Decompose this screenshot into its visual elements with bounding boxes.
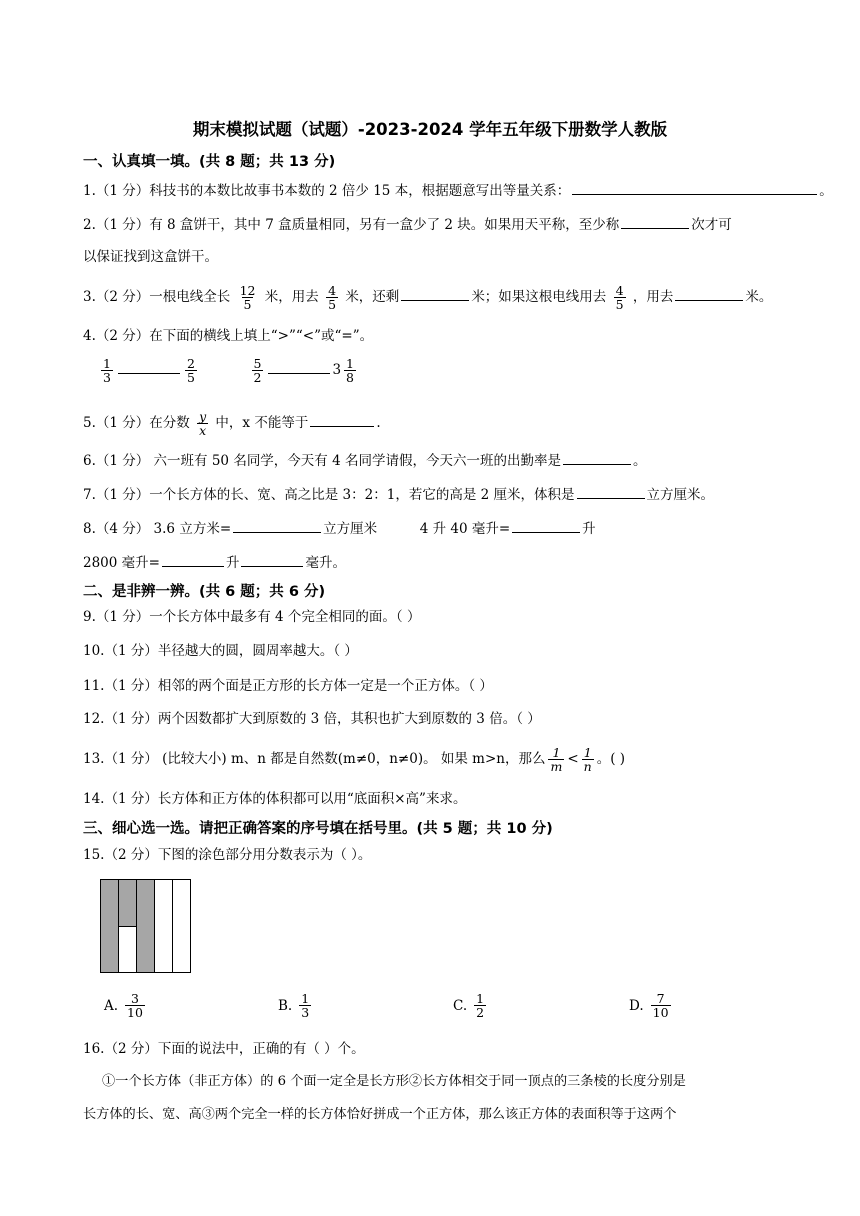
answer-blank[interactable] [621,214,689,229]
fraction: $\frac{1}{3}$ [103,356,111,385]
option-c[interactable]: C. $\frac{1}{2}$ [453,991,485,1020]
question-7: 7.（1 分）一个长方体的长、宽、高之比是 3：2：1，若它的高是 2 厘米，体积是 立方厘米。 [83,484,714,505]
question-11: 11.（1 分）相邻的两个面是正方形的长方体一定是一个正方体。（ ） [83,678,493,694]
shaded-bar-figure [100,879,192,975]
fraction: $\frac{1}{2}$ [476,991,485,1020]
question-16-statement-line-2: 长方体的长、宽、高③两个完全一样的长方体恰好拼成一个正方体，那么该正方体的表面积等于这两个 [83,1107,677,1122]
question-3: 3.（2 分）一根电线全长 $\frac{12}{5}$ 米，用去 $\frac{4}{5}$ 米，还剩 米；如果这根电线用去 $\frac{4}{5}$ ，用去 米。 [83,283,773,312]
question-2: 2.（1 分）有 8 盒饼干，其中 7 盒质量相同，另有一盒少了 2 块。如果用天平称，至少称 次才可 [83,214,732,235]
question-5: 5.（1 分）在分数 $\frac{y}{x}$ 中，x 不能等于 . [83,409,381,438]
answer-blank[interactable] [241,552,303,567]
fraction: $\frac{1}{3}$ [301,991,310,1020]
fraction: $\frac{y}{x}$ [199,409,207,438]
fraction: $\frac{1}{m}$ [550,745,563,774]
answer-blank[interactable] [233,518,321,533]
answer-blank[interactable] [401,286,469,301]
section-2-heading: 二、是非辨一辨。(共 6 题；共 6 分) [83,584,326,600]
fraction: $\frac{5}{2}$ [253,356,262,385]
fraction: $\frac{12}{5}$ [239,283,256,312]
question-4: 4.（2 分）在下面的横线上填上“>”“<”或“=”。 [83,328,374,344]
question-14: 14.（1 分）长方体和正方体的体积都可以用“底面积×高”来求。 [83,791,467,807]
fraction: $\frac{4}{5}$ [615,283,624,312]
option-d[interactable]: D. $\frac{7}{10}$ [629,991,669,1020]
answer-blank[interactable] [675,286,743,301]
question-8: 8.（4 分） 3.6 立方米= 立方厘米 4 升 40 毫升= 升 [83,518,596,539]
question-12: 12.（1 分）两个因数都扩大到原数的 3 倍，其积也扩大到原数的 3 倍。（ ） [83,711,541,727]
fraction: $\frac{1}{n}$ [583,745,592,774]
fraction: $\frac{2}{5}$ [186,356,195,385]
question-15: 15.（2 分）下图的涂色部分用分数表示为（ ）。 [83,847,372,863]
section-1-heading: 一、认真填一填。(共 8 题；共 13 分) [83,154,336,170]
answer-blank[interactable] [268,359,330,374]
option-b[interactable]: B. $\frac{1}{3}$ [278,991,310,1020]
answer-blank[interactable] [162,552,224,567]
question-13: 13.（1 分） (比较大小) m、n 都是自然数(m≠0，n≠0)。 如果 m>n，那么 $\frac{1}{m}$ < $\frac{1}{n}$ 。( ) [83,745,626,774]
answer-blank[interactable] [310,412,374,427]
answer-blank[interactable] [572,180,817,195]
fraction: $\frac{7}{10}$ [652,991,669,1020]
option-a[interactable]: A. $\frac{3}{10}$ [104,991,143,1020]
answer-blank[interactable] [563,450,631,465]
answer-blank[interactable] [118,359,180,374]
answer-blank[interactable] [512,518,580,533]
fraction: $\frac{3}{10}$ [127,991,143,1020]
question-6: 6.（1 分） 六一班有 50 名同学，今天有 4 名同学请假，今天六一班的出勤率是 。 [83,450,646,471]
answer-blank[interactable] [577,484,645,499]
fraction: $\frac{1}{8}$ [346,356,354,385]
section-3-heading: 三、细心选一选。请把正确答案的序号填在括号里。(共 5 题；共 10 分) [83,821,553,837]
question-16: 16.（2 分）下面的说法中，正确的有（ ）个。 [83,1041,365,1057]
page-title: 期末模拟试题（试题）-2023-2024 学年五年级下册数学人教版 [192,120,668,139]
question-2-line-2: 以保证找到这盒饼干。 [83,249,218,265]
question-8-line-2: 2800 毫升= 升 毫升。 [83,552,346,573]
question-4-comparisons: $\frac{1}{3}$ $\frac{2}{5}$ $\frac{5}{2}$ 3 $\frac{1}{8}$ [103,356,354,385]
question-10: 10.（1 分）半径越大的圆，圆周率越大。（ ） [83,643,358,659]
question-16-statement-line-1: ①一个长方体（非正方体）的 6 个面一定全是长方形②长方体相交于同一顶点的三条棱的长度分别是 [102,1074,686,1089]
question-1: 1.（1 分）科技书的本数比故事书本数的 2 倍少 15 本，根据题意写出等量关系： 。 [83,180,833,201]
question-9: 9.（1 分）一个长方体中最多有 4 个完全相同的面。（ ） [83,609,421,625]
fraction: $\frac{4}{5}$ [328,283,337,312]
